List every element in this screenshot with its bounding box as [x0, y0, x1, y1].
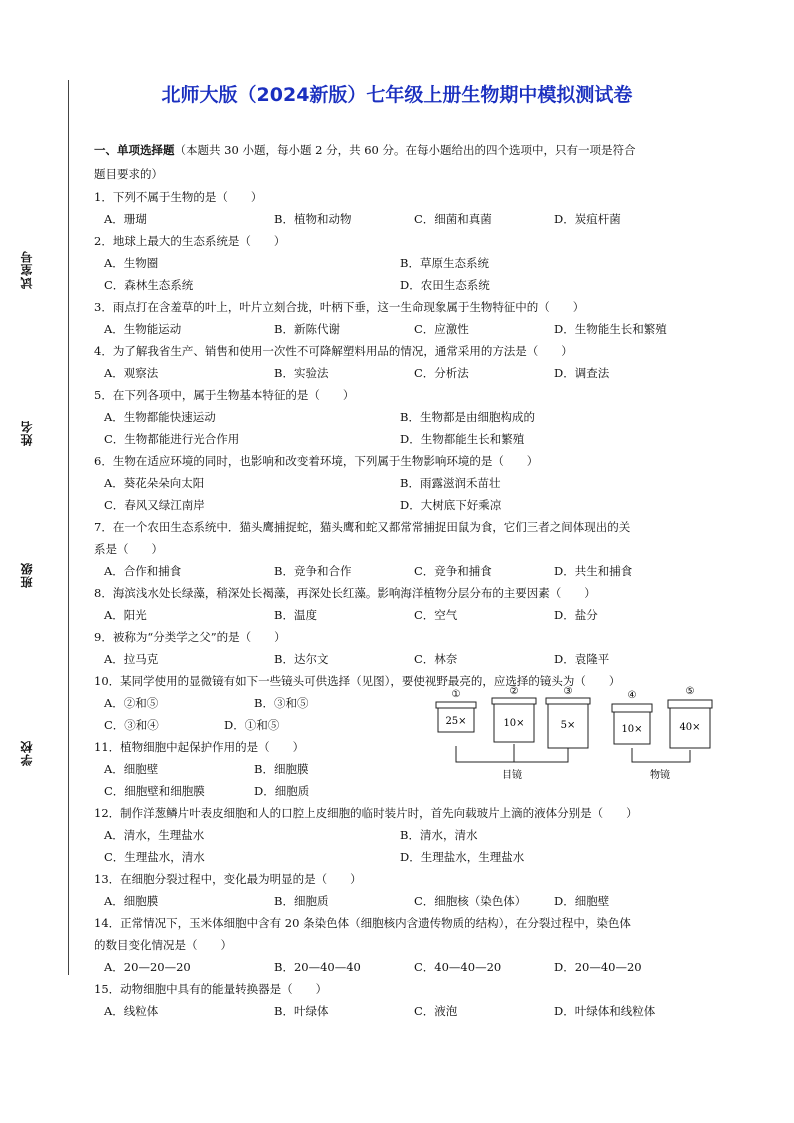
question-stem: 15．动物细胞中具有的能量转换器是（ ） [94, 982, 328, 996]
lens-magnification: 25× [445, 716, 467, 727]
option-d: D．盐分 [554, 608, 598, 622]
question-item [94, 868, 744, 912]
sidebar-label-school: 学校 [20, 740, 34, 766]
option-a: A．细胞壁 [104, 762, 159, 776]
question-item [94, 626, 744, 670]
options-row [104, 1000, 744, 1022]
option-a: A．葵花朵朵向太阳 [104, 476, 205, 490]
question-item [94, 296, 744, 340]
option-b: B．新陈代谢 [274, 322, 340, 336]
options-row [104, 362, 744, 384]
sidebar-label-exam-room: 试室号 [20, 250, 34, 289]
question-item [94, 516, 744, 582]
options-row [104, 846, 744, 868]
option-a: A．②和⑤ [104, 696, 159, 710]
option-c: C．应激性 [414, 322, 469, 336]
option-d: D．生物都能生长和繁殖 [400, 432, 525, 446]
lens-number: ① [451, 689, 461, 700]
microscope-lens-figure [432, 686, 732, 786]
option-b: B．雨露滋润禾苗壮 [400, 476, 501, 490]
option-b: B．植物和动物 [274, 212, 352, 226]
section-header [94, 138, 744, 186]
option-c: C．分析法 [414, 366, 469, 380]
options-row [104, 318, 744, 340]
option-b: B．生物都是由细胞构成的 [400, 410, 535, 424]
options-row [104, 406, 744, 428]
options-row [104, 648, 744, 670]
question-stem: 10．某同学使用的显微镜有如下一些镜头可供选择（见图），要使视野最亮的，应选择的镜头为（ ） [94, 674, 621, 688]
option-a: A．生物能运动 [104, 322, 182, 336]
eyepiece-lens-3 [546, 686, 590, 748]
option-d: D．生理盐水，生理盐水 [400, 850, 525, 864]
option-a: A．细胞膜 [104, 894, 159, 908]
question-item [94, 186, 744, 230]
question-stem: 14．正常情况下，玉米体细胞中含有 20 条染色体（细胞核内含遗传物质的结构），在分裂过程中，染色体 [94, 916, 631, 930]
option-d: D．大树底下好乘凉 [400, 498, 502, 512]
option-c: C．林奈 [414, 652, 458, 666]
section-description: （本题共 30 小题，每小题 2 分，共 60 分。在每小题给出的四个选项中，只有一项是符合 [174, 143, 636, 157]
question-stem: 1．下列不属于生物的是（ ） [94, 190, 263, 204]
option-a: A．生物都能快速运动 [104, 410, 216, 424]
question-stem: 6．生物在适应环境的同时，也影响和改变着环境，下列属于生物影响环境的是（ ） [94, 454, 539, 468]
options-row [104, 252, 744, 274]
lens-number: ② [509, 686, 519, 697]
option-d: D．细胞壁 [554, 894, 610, 908]
option-c: C．竞争和捕食 [414, 564, 492, 578]
lens-magnification: 10× [503, 718, 525, 729]
option-b: B．达尔文 [274, 652, 329, 666]
option-b: B．实验法 [274, 366, 329, 380]
eyepiece-lens-1 [436, 689, 476, 732]
section-description-cont: 题目要求的） [94, 167, 163, 181]
question-stem: 2．地球上最大的生态系统是（ ） [94, 234, 286, 248]
question-stem: 4．为了解我省生产、销售和使用一次性不可降解塑料用品的情况，通常采用的方法是（ ） [94, 344, 573, 358]
option-a: A．线粒体 [104, 1004, 159, 1018]
option-a: A．清水，生理盐水 [104, 828, 205, 842]
option-d: D．炭疽杆菌 [554, 212, 621, 226]
option-c: C．40—40—20 [414, 960, 502, 974]
option-c: C．液泡 [414, 1004, 458, 1018]
option-b: B．20—40—40 [274, 960, 361, 974]
option-d: D．共生和捕食 [554, 564, 633, 578]
page-title: 北师大版（2024新版）七年级上册生物期中模拟测试卷 [161, 84, 633, 106]
option-d: D．①和⑤ [224, 718, 280, 732]
question-item [94, 340, 744, 384]
question-item [94, 230, 744, 296]
sidebar-label-class: 班级 [20, 562, 34, 588]
lens-magnification: 10× [621, 724, 643, 735]
question-stem: 13．在细胞分裂过程中，变化最为明显的是（ ） [94, 872, 362, 886]
option-b: B．草原生态系统 [400, 256, 489, 270]
option-d: D．袁隆平 [554, 652, 610, 666]
lens-number: ③ [563, 686, 573, 697]
question-item [94, 802, 744, 868]
option-a: A．合作和捕食 [104, 564, 182, 578]
options-row [104, 956, 744, 978]
objective-lens-5 [668, 686, 712, 748]
option-c: C．空气 [414, 608, 458, 622]
option-a: A．20—20—20 [104, 960, 191, 974]
question-stem: 系是（ ） [94, 542, 163, 556]
option-a: A．观察法 [104, 366, 159, 380]
option-a: A．生物圈 [104, 256, 159, 270]
option-b: B．清水，清水 [400, 828, 478, 842]
question-stem: 12．制作洋葱鳞片叶表皮细胞和人的口腔上皮细胞的临时装片时，首先向载玻片上滴的液体分别是（ ） [94, 806, 638, 820]
eyepiece-lens-2 [492, 686, 536, 742]
option-c: C．生理盐水，清水 [104, 850, 205, 864]
question-stem: 3．雨点打在含羞草的叶上，叶片立刻合拢，叶柄下垂，这一生命现象属于生物特征中的（ ） [94, 300, 585, 314]
section-title: 一、单项选择题 [94, 143, 175, 157]
option-a: A．拉马克 [104, 652, 159, 666]
question-stem: 11．植物细胞中起保护作用的是（ ） [94, 740, 305, 754]
option-c: C．生物都能进行光合作用 [104, 432, 240, 446]
eyepiece-label: 目镜 [502, 770, 522, 781]
lens-magnification: 40× [679, 722, 701, 733]
option-b: B．细胞膜 [254, 762, 309, 776]
option-b: B．③和⑤ [254, 696, 309, 710]
question-list [94, 138, 744, 1022]
option-d: D．生物能生长和繁殖 [554, 322, 667, 336]
question-item [94, 582, 744, 626]
option-a: A．珊瑚 [104, 212, 147, 226]
option-c: C．细菌和真菌 [414, 212, 492, 226]
option-b: B．叶绿体 [274, 1004, 329, 1018]
options-row [104, 274, 744, 296]
options-row [104, 494, 744, 516]
questions [94, 186, 744, 1022]
options-row [104, 472, 744, 494]
options-row [104, 208, 744, 230]
sidebar-label-name: 姓名 [20, 420, 34, 446]
options-row [104, 428, 744, 450]
question-item [94, 450, 744, 516]
option-a: A．阳光 [104, 608, 147, 622]
option-d: D．调查法 [554, 366, 610, 380]
option-d: D．叶绿体和线粒体 [554, 1004, 656, 1018]
objective-lens-4 [612, 690, 652, 744]
lens-number: ⑤ [685, 686, 695, 697]
option-c: C．森林生态系统 [104, 278, 194, 292]
option-c: C．春风又绿江南岸 [104, 498, 205, 512]
option-d: D．细胞质 [254, 784, 310, 798]
question-stem: 的数目变化情况是（ ） [94, 938, 232, 952]
question-stem: 9．被称为“分类学之父”的是（ ） [94, 630, 286, 644]
question-item [94, 384, 744, 450]
option-c: C．细胞核（染色体） [414, 894, 527, 908]
option-d: D．20—40—20 [554, 960, 642, 974]
option-c: C．细胞壁和细胞膜 [104, 784, 205, 798]
question-item [94, 978, 744, 1022]
binding-line [68, 80, 69, 975]
option-b: B．温度 [274, 608, 317, 622]
lens-number: ④ [627, 690, 637, 701]
options-row [104, 560, 744, 582]
options-row [104, 824, 744, 846]
options-row [104, 604, 744, 626]
question-stem: 5．在下列各项中，属于生物基本特征的是（ ） [94, 388, 355, 402]
objective-label: 物镜 [650, 770, 670, 781]
question-item [94, 912, 744, 978]
option-c: C．③和④ [104, 718, 159, 732]
option-b: B．细胞质 [274, 894, 329, 908]
options-row [104, 890, 744, 912]
question-stem: 7．在一个农田生态系统中．猫头鹰捕捉蛇，猫头鹰和蛇又都常常捕捉田鼠为食，它们三者之间体现出的关 [94, 520, 631, 534]
option-d: D．农田生态系统 [400, 278, 490, 292]
option-b: B．竞争和合作 [274, 564, 352, 578]
lens-magnification: 5× [560, 720, 576, 731]
question-stem: 8．海滨浅水处长绿藻，稍深处长褐藻，再深处长红藻。影响海洋植物分层分布的主要因素（ ） [94, 586, 596, 600]
